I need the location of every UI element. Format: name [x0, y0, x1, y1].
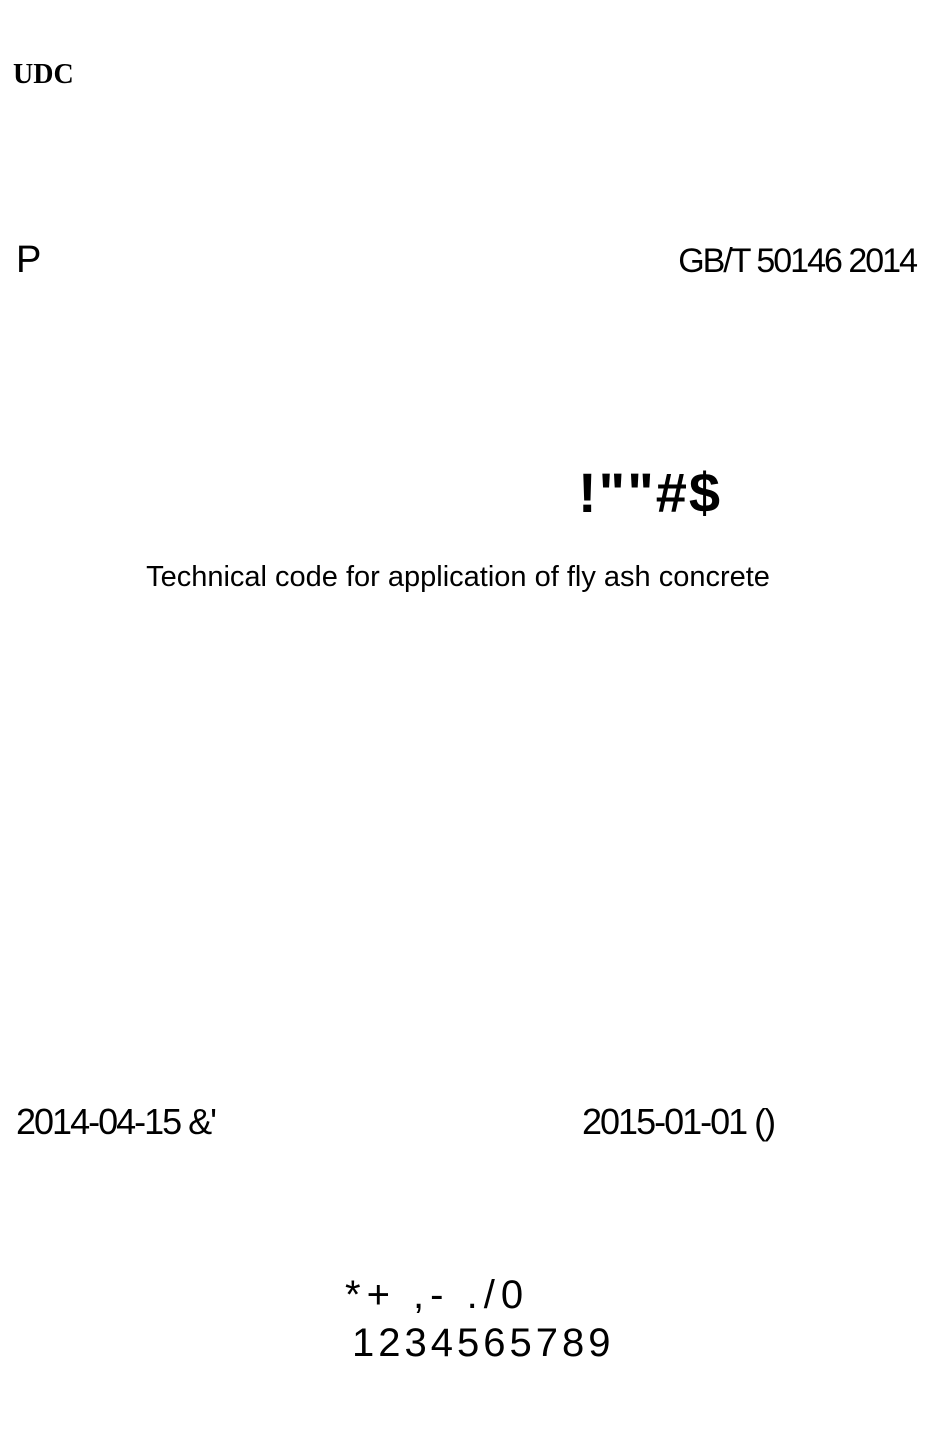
issue-date: 2014-04-15 &' — [16, 1101, 216, 1142]
classification-code: P — [16, 239, 42, 281]
implementation-date: 2015-01-01 () — [582, 1101, 775, 1142]
udc-label: UDC — [13, 59, 74, 90]
publisher-line-2: 1234565789 — [352, 1321, 615, 1365]
document-title-cn: !""#$ — [578, 461, 723, 524]
standard-number: GB/T 50146 2014 — [678, 242, 916, 280]
publisher-line-1: *+ ,- ./0 — [345, 1273, 530, 1317]
document-title-en: Technical code for application of fly ash concrete — [146, 561, 770, 593]
